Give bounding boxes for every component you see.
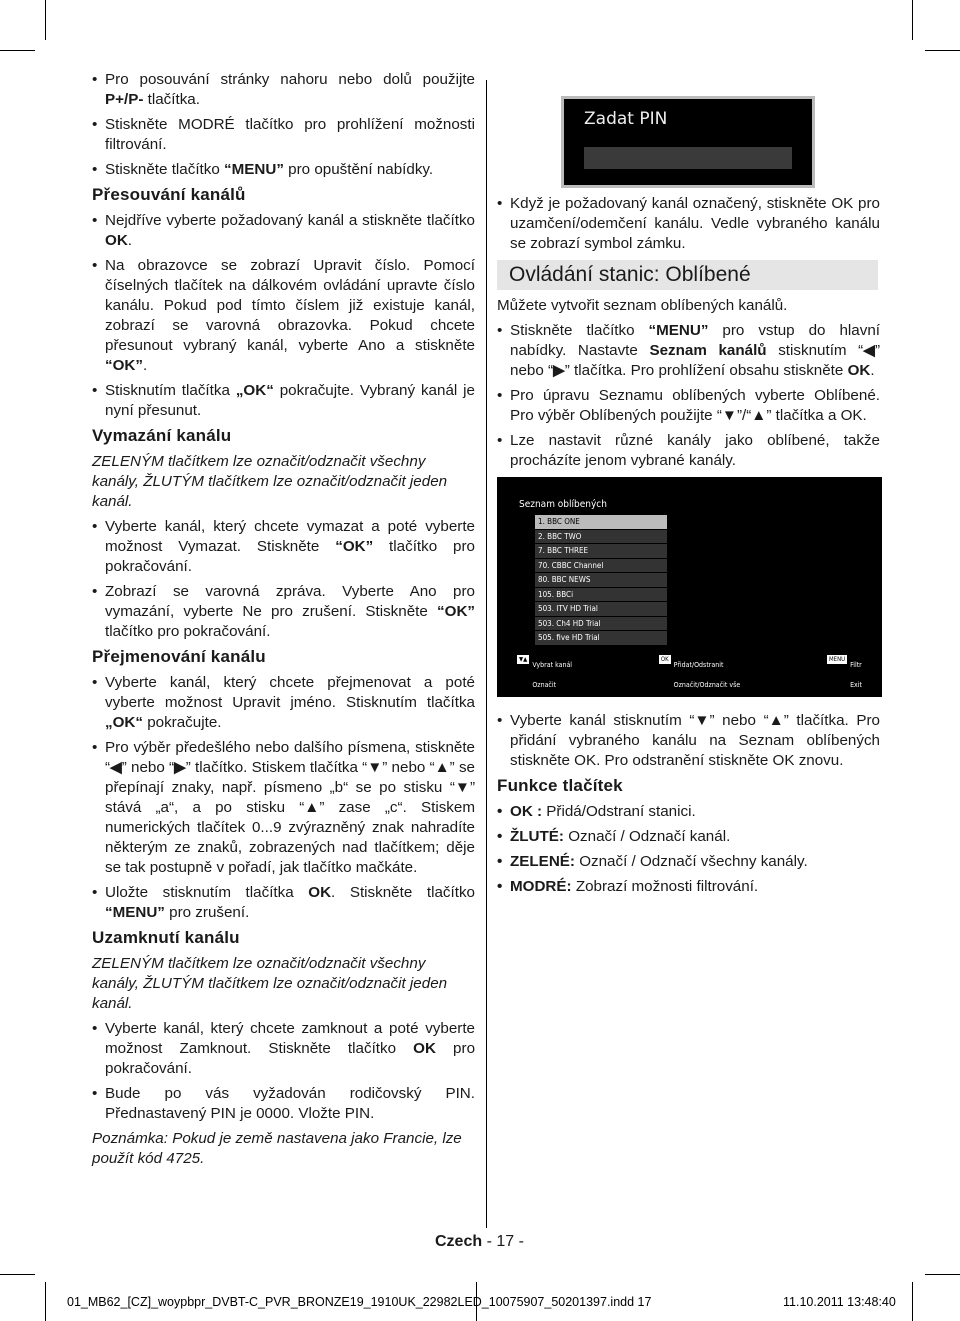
favourites-channel-list <box>535 515 667 646</box>
ok-key-icon: OK <box>660 656 669 663</box>
func-yellow: • ŽLUTÉ: Označí / Odznačí kanál. <box>497 827 880 847</box>
page-footer <box>435 1232 524 1252</box>
bullet-exit: • Stiskněte tlačítko “MENU” pro opuštění nabídky. <box>92 160 475 180</box>
left-arrow-icon: ◀ <box>863 342 875 359</box>
bullet-move-3: • Stisknutím tlačítka „OK“ pokračujte. Vybraný kanál je nyní přesunut. <box>92 381 475 421</box>
bullet-lock-1: • Vyberte kanál, který chcete zamknout a poté vyberte možnost Zamknout. Stiskněte tlačítko OK pro pokračování. <box>92 1019 475 1079</box>
menu-key-icon: MENU <box>829 656 846 663</box>
func-blue: • MODRÉ: Zobrazí možnosti filtrování. <box>497 877 880 897</box>
bullet-delete-2: • Zobrazí se varovná zpráva. Vyberte Ano pro vymazání, vyberte Ne pro zrušení. Stiskněte “OK” tlačítko pro pokračování. <box>92 582 475 642</box>
channel-item[interactable]: 2. BBC TWO <box>535 530 667 544</box>
favourites-intro: Můžete vytvořit seznam oblíbených kanálů. <box>497 297 788 314</box>
favourites-footer <box>517 655 862 689</box>
column-divider <box>486 80 487 1228</box>
footer-select-hint: ▼▲ Vybrat kanál Označit <box>519 656 573 689</box>
heading-move-channels: Přesouvání kanálů <box>92 185 246 204</box>
right-arrow-icon: ▶ <box>174 759 186 776</box>
bullet-fav-1: • Stiskněte tlačítko “MENU” pro vstup do hlavní nabídky. Nastavte Seznam kanálů stisknutím “◀” nebo “▶” tlačítka. Pro prohlížení obsahu stiskněte OK. <box>497 321 880 381</box>
channel-item[interactable]: 1. BBC ONE <box>535 515 667 529</box>
crop-mark <box>0 1274 35 1275</box>
func-ok: • OK : Přidá/Odstraní stanici. <box>497 802 880 822</box>
heading-button-functions: Funkce tlačítek <box>497 776 623 795</box>
bullet-move-1: • Nejdříve vyberte požadovaný kanál a stiskněte tlačítko OK. <box>92 211 475 251</box>
up-arrow-icon: ▲ <box>751 407 767 424</box>
left-column <box>92 70 475 1174</box>
bullet-rename-2: • Pro výběr předešlého nebo dalšího písmena, stiskněte “◀” nebo “▶” tlačítko. Stiskem tlačítka “▼” nebo “▲” se přepínají znaky, např. písmeno „b“ se po stisku “▼” stává „a“, a po stisku “▲” zase „c“. Stiskem numerických tlačítek 0...9 zvýrazněný znak nahradíte některým ze znaků, zobrazených nad tlačítkem; děje se tak postupně v pořadí, jak tlačítko mačkáte. <box>92 738 475 878</box>
right-arrow-icon: ▶ <box>553 362 565 379</box>
footer-language: Czech <box>435 1233 483 1250</box>
channel-item[interactable]: 105. BBCi <box>535 588 667 602</box>
crop-mark <box>912 1282 913 1321</box>
bullet-lock-2: • Bude po vás vyžadován rodičovský PIN. Přednastavený PIN je 0000. Vložte PIN. <box>92 1084 475 1124</box>
crop-mark <box>912 0 913 40</box>
up-arrow-icon: ▲ <box>768 712 784 729</box>
up-arrow-icon: ▲ <box>304 799 320 816</box>
down-arrow-icon: ▼ <box>454 779 470 796</box>
lock-intro: ZELENÝM tlačítkem lze označit/odznačit všechny kanály, ŽLUTÝM tlačítkem lze označit/odznačit jeden kanál. <box>92 955 448 1012</box>
delete-intro: ZELENÝM tlačítkem lze označit/odznačit všechny kanály, ŽLUTÝM tlačítkem lze označit/odznačit jeden kanál. <box>92 453 448 510</box>
func-green: • ZELENÉ: Označí / Odznačí všechny kanály. <box>497 852 880 872</box>
right-column <box>497 70 880 902</box>
bullet-fav-2: • Pro úpravu Seznamu oblíbených vyberte Oblíbené. Pro výběr Oblíbených použijte “▼”/“▲” tlačítka a OK. <box>497 386 880 426</box>
heading-lock-channel: Uzamknutí kanálu <box>92 928 240 947</box>
pin-entry-screen <box>561 96 815 188</box>
heading-rename-channel: Přejmenování kanálu <box>92 647 266 666</box>
down-arrow-icon: ▼ <box>721 407 737 424</box>
crop-mark <box>45 1282 46 1321</box>
heading-delete-channel: Vymazání kanálu <box>92 426 232 445</box>
crop-mark <box>925 1274 960 1275</box>
bullet-select-fav: • Vyberte kanál stisknutím “▼” nebo “▲” tlačítka. Pro přidání vybraného kanálu na Seznam oblíbených stiskněte OK. Pro odstranění stiskněte OK znovu. <box>497 711 880 771</box>
page-number: - 17 - <box>482 1233 524 1250</box>
favourites-list-screen <box>497 477 882 697</box>
bullet-rename-1: • Vyberte kanál, který chcete přejmenovat a poté vyberte možnost Upravit jméno. Stisknutím tlačítka „OK“ pokračujte. <box>92 673 475 733</box>
channel-item[interactable]: 503. ITV HD Trial <box>535 602 667 616</box>
crop-mark <box>0 50 35 51</box>
print-slug-date: 11.10.2011 13:48:40 <box>783 1295 896 1309</box>
footer-add-hint: OK Přidat/Odstranit Označit/Odznačit vše <box>660 656 741 689</box>
pin-title: Zadat PIN <box>584 109 668 129</box>
down-arrow-icon: ▼ <box>694 712 710 729</box>
heading-favourites: Ovládání stanic: Oblíbené <box>497 260 878 290</box>
favourites-screen-title: Seznam oblíbených <box>519 499 607 510</box>
bullet-fav-3: • Lze nastavit různé kanály jako oblíbené, takže procházíte jenom vybrané kanály. <box>497 431 880 471</box>
crop-mark <box>45 0 46 40</box>
channel-item[interactable]: 7. BBC THREE <box>535 544 667 558</box>
crop-mark <box>925 50 960 51</box>
footer-filter-hint: MENU Filtr Exit <box>829 656 862 689</box>
navigate-key-icon: ▼▲ <box>519 656 528 663</box>
channel-item[interactable]: 80. BBC NEWS <box>535 573 667 587</box>
bullet-filter: • Stiskněte MODRÉ tlačítko pro prohlížení možnosti filtrování. <box>92 115 475 155</box>
up-arrow-icon: ▲ <box>434 759 450 776</box>
note-france: Poznámka: Pokud je země nastavena jako Francie, lze použít kód 4725. <box>92 1130 462 1167</box>
bullet-delete-1: • Vyberte kanál, který chcete vymazat a poté vyberte možnost Vymazat. Stiskněte “OK” tlačítko pro pokračování. <box>92 517 475 577</box>
bullet-scroll: • Pro posouvání stránky nahoru nebo dolů použijte P+/P- tlačítka. <box>92 70 475 110</box>
pin-field <box>584 147 792 169</box>
bullet-lock-ok: • Když je požadovaný kanál označený, stiskněte OK pro uzamčení/odemčení kanálu. Vedle vybraného kanálu se zobrazí symbol zámku. <box>497 194 880 254</box>
print-slug-file: 01_MB62_[CZ]_woypbpr_DVBT-C_PVR_BRONZE19_1910UK_22982LED_10075907_50201397.indd 17 <box>67 1295 652 1309</box>
bullet-rename-3: • Uložte stisknutím tlačítka OK. Stiskněte tlačítko “MENU” pro zrušení. <box>92 883 475 923</box>
channel-item[interactable]: 505. five HD Trial <box>535 631 667 645</box>
bullet-move-2: • Na obrazovce se zobrazí Upravit číslo. Pomocí číselných tlačítek na dálkovém ovládání upravte číslo kanálu. Pokud pod tímto číslem již existuje kanál, zobrazí se varovná obrazovka. Pokud chcete přesunout vybraný kanál, vyberte Ano a stiskněte “OK”. <box>92 256 475 376</box>
down-arrow-icon: ▼ <box>367 759 383 776</box>
left-arrow-icon: ◀ <box>110 759 122 776</box>
channel-item[interactable]: 70. CBBC Channel <box>535 559 667 573</box>
channel-item[interactable]: 503. Ch4 HD Trial <box>535 617 667 631</box>
